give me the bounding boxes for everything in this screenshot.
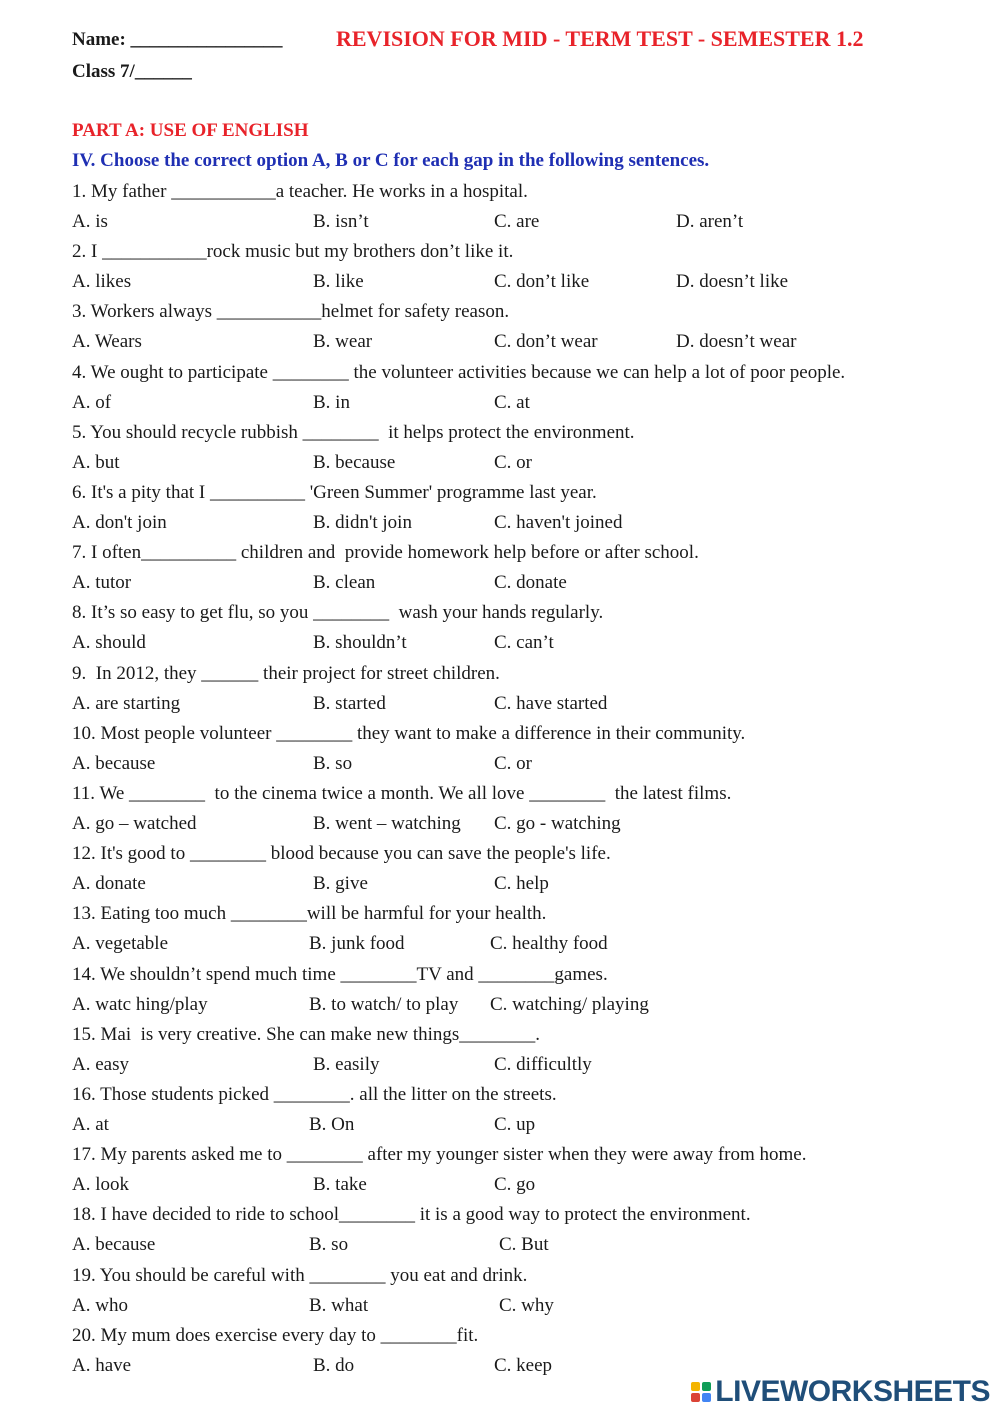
answer-option[interactable]: B. didn't join [313,512,412,533]
answer-option[interactable]: A. should [72,632,146,653]
answer-option[interactable]: C. haven't joined [494,512,623,533]
answer-option[interactable]: B. junk food [309,933,405,954]
answer-option[interactable]: B. went – watching [313,813,461,834]
answer-option[interactable]: A. vegetable [72,933,169,954]
liveworksheets-logo [691,1377,990,1407]
answer-option[interactable]: A. likes [72,271,132,292]
answer-option[interactable]: A. Wears [72,331,142,352]
answer-option[interactable]: B. On [309,1114,355,1135]
answer-option[interactable]: D. doesn’t wear [676,331,797,352]
question-text: 20. My mum does exercise every day to ________fit. [72,1325,479,1346]
question-text: 10. Most people volunteer ________ they want to make a difference in their community. [72,723,746,744]
question-text: 9. In 2012, they ______ their project for street children. [72,663,500,684]
answer-option[interactable]: A. because [72,1234,156,1255]
answer-option[interactable]: A. donate [72,873,146,894]
page-title: REVISION FOR MID - TERM TEST - SEMESTER 1.2 [336,26,864,51]
question-text: 18. I have decided to ride to school________ it is a good way to protect the environment. [72,1204,751,1225]
answer-option[interactable]: B. easily [313,1054,380,1075]
question-text: 13. Eating too much ________will be harmful for your health. [72,903,547,924]
question-text: 15. Mai is very creative. She can make new things________. [72,1024,541,1045]
liveworksheets-logo-icon [691,1382,711,1402]
answer-option[interactable]: A. are starting [72,693,181,714]
liveworksheets-logo-text: LIVEWORKSHEETS [715,1375,990,1408]
answer-option[interactable]: B. because [313,452,396,473]
answer-option[interactable]: A. go – watched [72,813,197,834]
answer-option[interactable]: C. or [494,452,532,473]
answer-option[interactable]: A. of [72,392,112,413]
answer-option[interactable]: A. watc hing/play [72,994,208,1015]
question-text: 3. Workers always ___________helmet for safety reason. [72,301,510,322]
question-text: 7. I often__________ children and provide homework help before or after school. [72,542,699,563]
question-text: 5. You should recycle rubbish ________ it helps protect the environment. [72,422,635,443]
answer-option[interactable]: C. why [499,1295,554,1316]
answer-option[interactable]: B. isn’t [313,211,369,232]
instruction-heading: IV. Choose the correct option A, B or C for each gap in the following sentences. [72,150,710,171]
question-text: 2. I ___________rock music but my brothers don’t like it. [72,241,514,262]
class-field-label: Class 7/______ [72,61,192,82]
answer-option[interactable]: B. wear [313,331,373,352]
question-text: 16. Those students picked ________. all the litter on the streets. [72,1084,557,1105]
answer-option[interactable]: A. at [72,1114,109,1135]
question-text: 17. My parents asked me to ________ after my younger sister when they were away from home. [72,1144,807,1165]
answer-option[interactable]: B. so [309,1234,349,1255]
question-text: 14. We shouldn’t spend much time ________TV and ________games. [72,964,608,985]
question-text: 19. You should be careful with ________ you eat and drink. [72,1265,528,1286]
answer-option[interactable]: C. have started [494,693,608,714]
question-text: 4. We ought to participate ________ the volunteer activities because we can help a lot of poor people. [72,362,846,383]
answer-option[interactable]: C. go - watching [494,813,621,834]
answer-option[interactable]: C. are [494,211,540,232]
answer-option[interactable]: A. but [72,452,120,473]
answer-option[interactable]: A. tutor [72,572,132,593]
answer-option[interactable]: D. doesn’t like [676,271,789,292]
answer-option[interactable]: B. so [313,753,353,774]
answer-option[interactable]: C. difficultly [494,1054,592,1075]
answer-option[interactable]: B. do [313,1355,355,1376]
question-text: 11. We ________ to the cinema twice a month. We all love ________ the latest films. [72,783,732,804]
question-text: 8. It’s so easy to get flu, so you ________ wash your hands regularly. [72,602,604,623]
answer-option[interactable]: B. started [313,693,386,714]
name-field-label: Name: ________________ [72,29,283,50]
answer-option[interactable]: A. because [72,753,156,774]
answer-option[interactable]: C. healthy food [490,933,608,954]
answer-option[interactable]: C. don’t like [494,271,590,292]
answer-option[interactable]: C. up [494,1114,536,1135]
answer-option[interactable]: B. like [313,271,364,292]
answer-option[interactable]: C. But [499,1234,549,1255]
answer-option[interactable]: C. help [494,873,549,894]
answer-option[interactable]: B. take [313,1174,367,1195]
answer-option[interactable]: B. in [313,392,350,413]
answer-option[interactable]: B. give [313,873,368,894]
answer-option[interactable]: B. to watch/ to play [309,994,459,1015]
answer-option[interactable]: C. or [494,753,532,774]
answer-option[interactable]: B. what [309,1295,369,1316]
answer-option[interactable]: C. watching/ playing [490,994,649,1015]
answer-option[interactable]: A. look [72,1174,129,1195]
answer-option[interactable]: C. go [494,1174,536,1195]
answer-option[interactable]: C. at [494,392,530,413]
answer-option[interactable]: C. can’t [494,632,554,653]
answer-option[interactable]: C. don’t wear [494,331,598,352]
answer-option[interactable]: A. who [72,1295,128,1316]
answer-option[interactable]: A. easy [72,1054,129,1075]
answer-option[interactable]: D. aren’t [676,211,744,232]
question-text: 1. My father ___________a teacher. He works in a hospital. [72,181,528,202]
answer-option[interactable]: B. shouldn’t [313,632,407,653]
answer-option[interactable]: C. keep [494,1355,553,1376]
answer-option[interactable]: A. have [72,1355,132,1376]
answer-option[interactable]: A. don't join [72,512,167,533]
answer-option[interactable]: B. clean [313,572,376,593]
question-text: 6. It's a pity that I __________ 'Green Summer' programme last year. [72,482,597,503]
answer-option[interactable]: A. is [72,211,108,232]
part-heading: PART A: USE OF ENGLISH [72,120,309,141]
answer-option[interactable]: C. donate [494,572,567,593]
question-text: 12. It's good to ________ blood because you can save the people's life. [72,843,611,864]
